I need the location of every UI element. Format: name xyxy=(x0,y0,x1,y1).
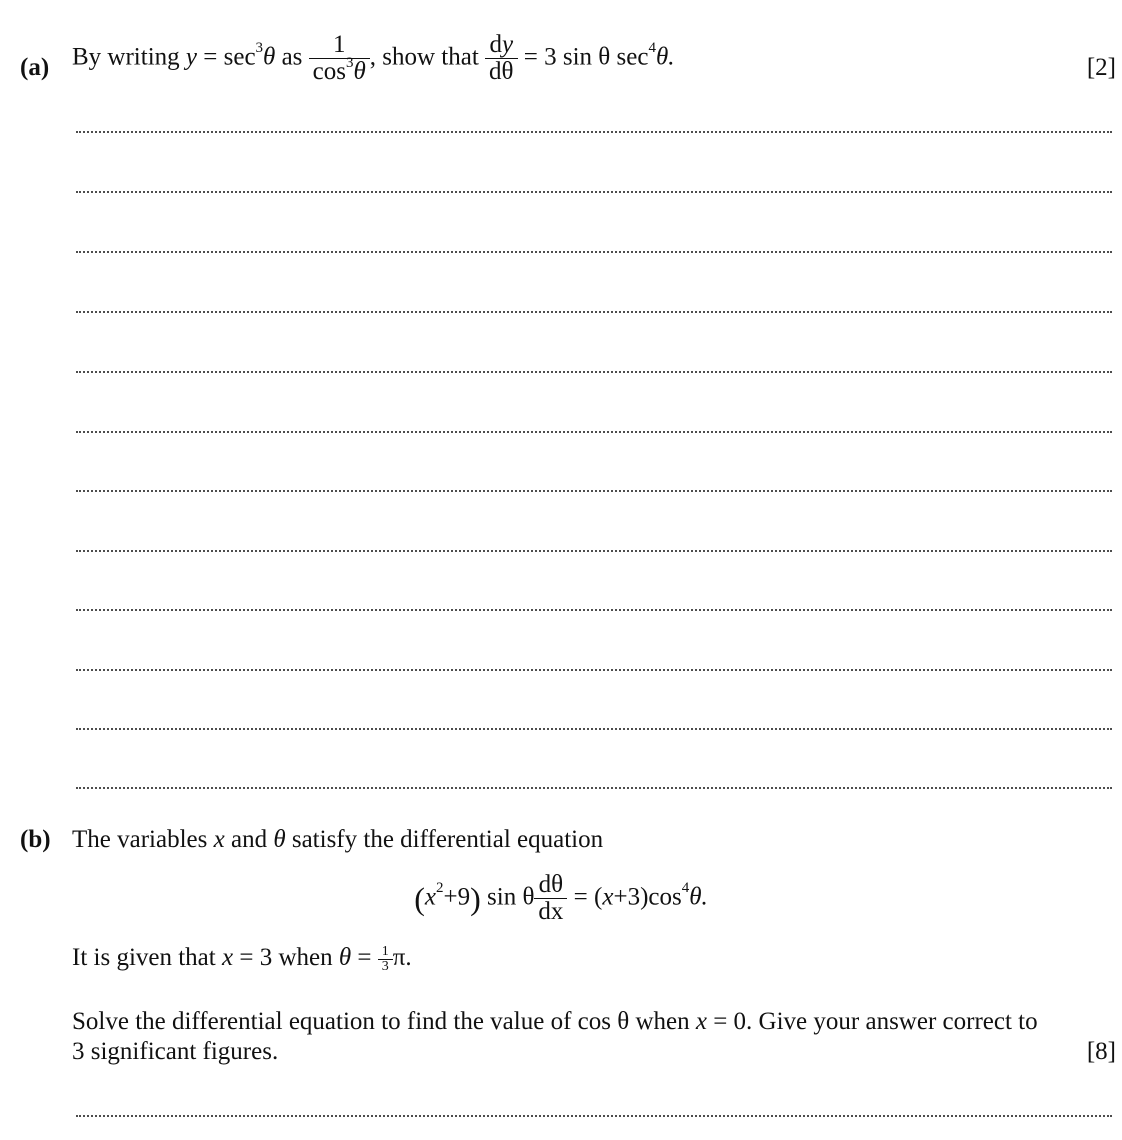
given-theta: θ xyxy=(338,944,352,971)
part-b-label: (b) xyxy=(20,826,51,853)
part-b-and: and xyxy=(230,826,268,853)
answer-line[interactable] xyxy=(76,609,1112,611)
eq-end: θ. xyxy=(689,883,708,911)
solve-x: x xyxy=(695,1008,707,1035)
part-b-marks: [8] xyxy=(1086,1038,1116,1065)
part-b-var-x: x xyxy=(213,826,225,853)
given-eq: = xyxy=(357,944,372,971)
part-a-frac-den-cos: cos xyxy=(312,58,346,86)
part-b-var-theta: θ xyxy=(273,826,286,853)
part-a-text-by-writing: By writing xyxy=(72,43,180,71)
eq-rparen: ) xyxy=(470,880,481,917)
eq-frac-den: dx xyxy=(534,898,567,925)
solve-text-2: = 0. Give your answer correct to xyxy=(713,1008,1038,1035)
given-text-2: = 3 when xyxy=(239,944,333,971)
given-frac-den: 3 xyxy=(378,959,393,974)
part-a-var-y: y xyxy=(185,43,198,71)
part-a-frac-den xyxy=(309,54,370,86)
eq-plus3: +3)cos xyxy=(613,883,682,911)
part-b-solve xyxy=(72,1008,1038,1036)
given-x: x xyxy=(221,944,234,971)
eq-x2: x xyxy=(602,883,614,911)
part-a-text-rhs: = 3 sin θ sec xyxy=(523,43,649,71)
answer-line[interactable] xyxy=(76,431,1112,433)
eq-equals: = ( xyxy=(573,883,603,911)
eq-x: x xyxy=(424,883,436,911)
part-a-deriv-den: dθ xyxy=(485,58,517,85)
eq-plus9: +9 xyxy=(443,883,471,911)
eq-sin: sin θ xyxy=(487,883,535,911)
part-a-exp3: 3 xyxy=(255,40,264,57)
part-b-differential-equation xyxy=(0,872,1122,926)
part-a-deriv-num xyxy=(485,32,517,58)
part-b-given xyxy=(72,944,412,974)
answer-line[interactable] xyxy=(76,787,1112,789)
part-b-intro-1: The variables xyxy=(72,826,208,853)
eq-frac-num: dθ xyxy=(538,871,564,898)
eq-lparen: ( xyxy=(414,880,425,917)
part-b-intro-2: satisfy the differential equation xyxy=(291,826,604,853)
eq-exp4: 4 xyxy=(681,880,690,897)
part-a-rhs-end: θ. xyxy=(655,43,675,71)
answer-line[interactable] xyxy=(76,191,1112,193)
eq-fraction xyxy=(534,872,567,926)
answer-line[interactable] xyxy=(76,728,1112,730)
part-a-question xyxy=(72,32,674,86)
part-a-deriv-y: y xyxy=(501,31,514,58)
part-a-deriv-d: d xyxy=(489,31,502,58)
part-a-text-as: as xyxy=(281,43,303,71)
part-b-intro xyxy=(72,826,603,854)
part-a-frac-num: 1 xyxy=(332,31,346,58)
answer-line[interactable] xyxy=(76,669,1112,671)
answer-line[interactable] xyxy=(76,371,1112,373)
given-frac-num: 1 xyxy=(381,943,389,959)
part-a-derivative xyxy=(485,32,517,86)
given-fraction xyxy=(378,945,393,974)
eq-exp2: 2 xyxy=(436,880,444,897)
part-a-text-show-that: , show that xyxy=(369,43,479,71)
given-text-1: It is given that xyxy=(72,944,216,971)
answer-line[interactable] xyxy=(76,251,1112,253)
given-pi: π. xyxy=(392,944,412,971)
part-a-label: (a) xyxy=(20,54,50,81)
solve-text-1: Solve the differential equation to find the value of cos θ when xyxy=(72,1008,690,1035)
part-a-frac-den-exp: 3 xyxy=(345,54,354,71)
part-a-text-eq-sec: = sec xyxy=(203,43,256,71)
part-a-marks: [2] xyxy=(1086,54,1116,81)
answer-line[interactable] xyxy=(76,311,1112,313)
part-a-frac-den-theta: θ xyxy=(353,58,366,86)
part-a-rhs-exp: 4 xyxy=(648,40,656,57)
answer-line[interactable] xyxy=(76,550,1112,552)
part-b-solve-line2: 3 significant figures. xyxy=(72,1038,279,1065)
answer-line[interactable] xyxy=(76,1115,1112,1117)
part-a-theta: θ xyxy=(263,43,276,71)
answer-line[interactable] xyxy=(76,131,1112,133)
answer-line[interactable] xyxy=(76,490,1112,492)
part-a-fraction xyxy=(309,32,370,86)
